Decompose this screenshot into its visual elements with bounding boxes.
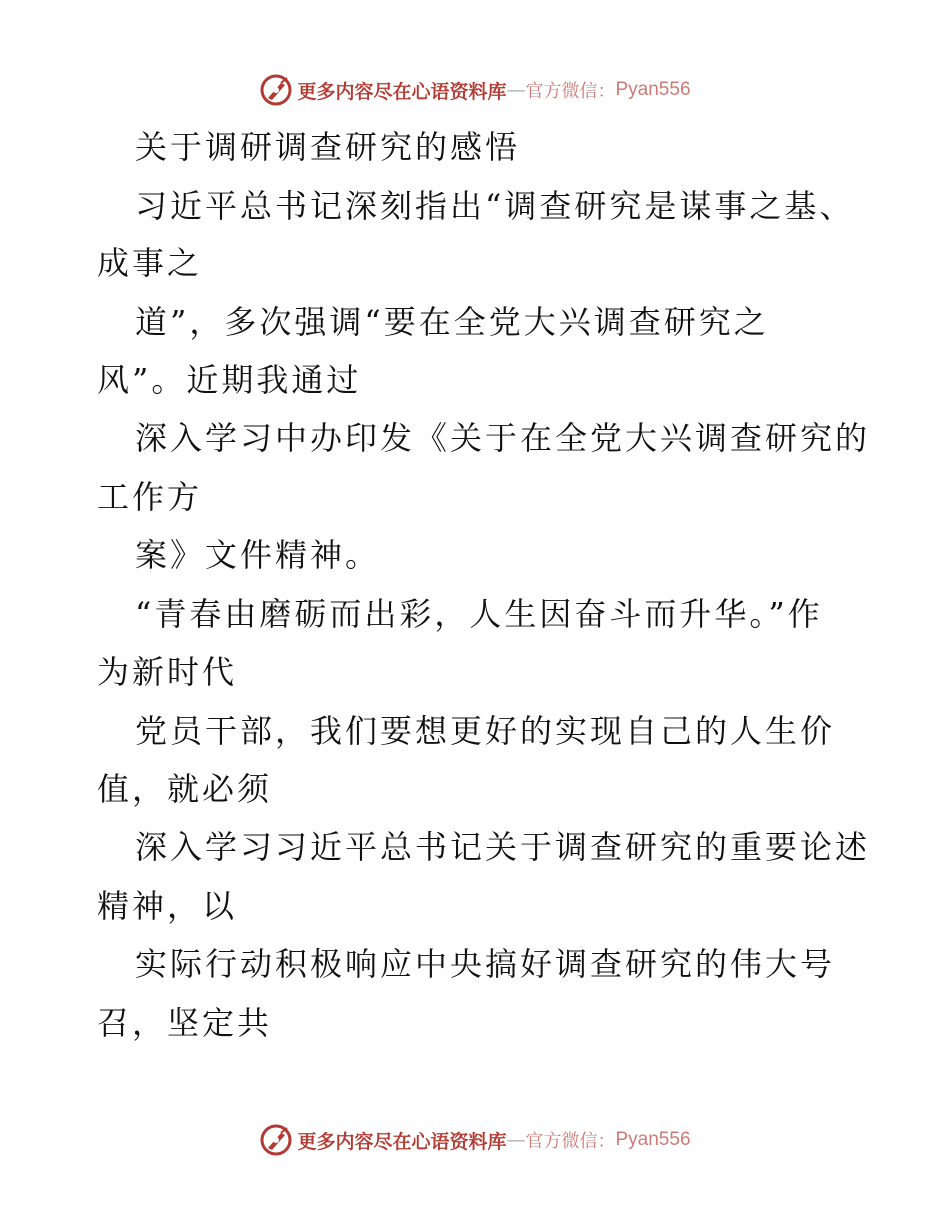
header-watermark bbox=[0, 70, 950, 110]
watermark-contact-label: 官方微信： bbox=[525, 81, 616, 102]
watermark-contact-id: Pyan556 bbox=[615, 79, 691, 100]
document-title: 关于调研调查研究的感悟 bbox=[135, 128, 521, 166]
paragraph-line: 工作方 bbox=[97, 478, 203, 516]
footer-watermark bbox=[0, 1120, 950, 1160]
paragraph-line: “青春由磨砺而出彩，人生因奋斗而升华。”作 bbox=[135, 595, 823, 633]
watermark-separator: — bbox=[506, 79, 526, 101]
quill-logo-icon bbox=[259, 73, 293, 107]
quill-logo-icon bbox=[259, 1123, 293, 1157]
paragraph-line: 深入学习习近平总书记关于调查研究的重要论述 bbox=[135, 828, 871, 866]
paragraph-line: 道”，多次强调“要在全党大兴调查研究之 bbox=[135, 303, 769, 341]
paragraph-line: 成事之 bbox=[97, 244, 203, 282]
watermark-contact-id: Pyan556 bbox=[615, 1129, 691, 1150]
paragraph-line: 深入学习中办印发《关于在全党大兴调查研究的 bbox=[135, 419, 871, 457]
paragraph-line: 实际行动积极响应中央搞好调查研究的伟大号 bbox=[135, 945, 836, 983]
paragraph-line: 党员干部，我们要想更好的实现自己的人生价 bbox=[135, 712, 836, 750]
watermark-separator: — bbox=[506, 1129, 526, 1151]
watermark-contact-label: 官方微信： bbox=[525, 1131, 616, 1152]
watermark-brand: 更多内容尽在心语资料库 bbox=[297, 1130, 507, 1153]
watermark-brand: 更多内容尽在心语资料库 bbox=[297, 80, 507, 103]
paragraph-line: 风”。近期我通过 bbox=[97, 361, 362, 399]
paragraph-line: 召，坚定共 bbox=[97, 1004, 273, 1042]
paragraph-line: 为新时代 bbox=[97, 653, 238, 691]
paragraph-line: 案》文件精神。 bbox=[135, 536, 381, 574]
paragraph-line: 精神，以 bbox=[97, 887, 238, 925]
paragraph-line: 值，就必须 bbox=[97, 770, 273, 808]
paragraph-line: 习近平总书记深刻指出“调查研究是谋事之基、 bbox=[135, 187, 855, 225]
